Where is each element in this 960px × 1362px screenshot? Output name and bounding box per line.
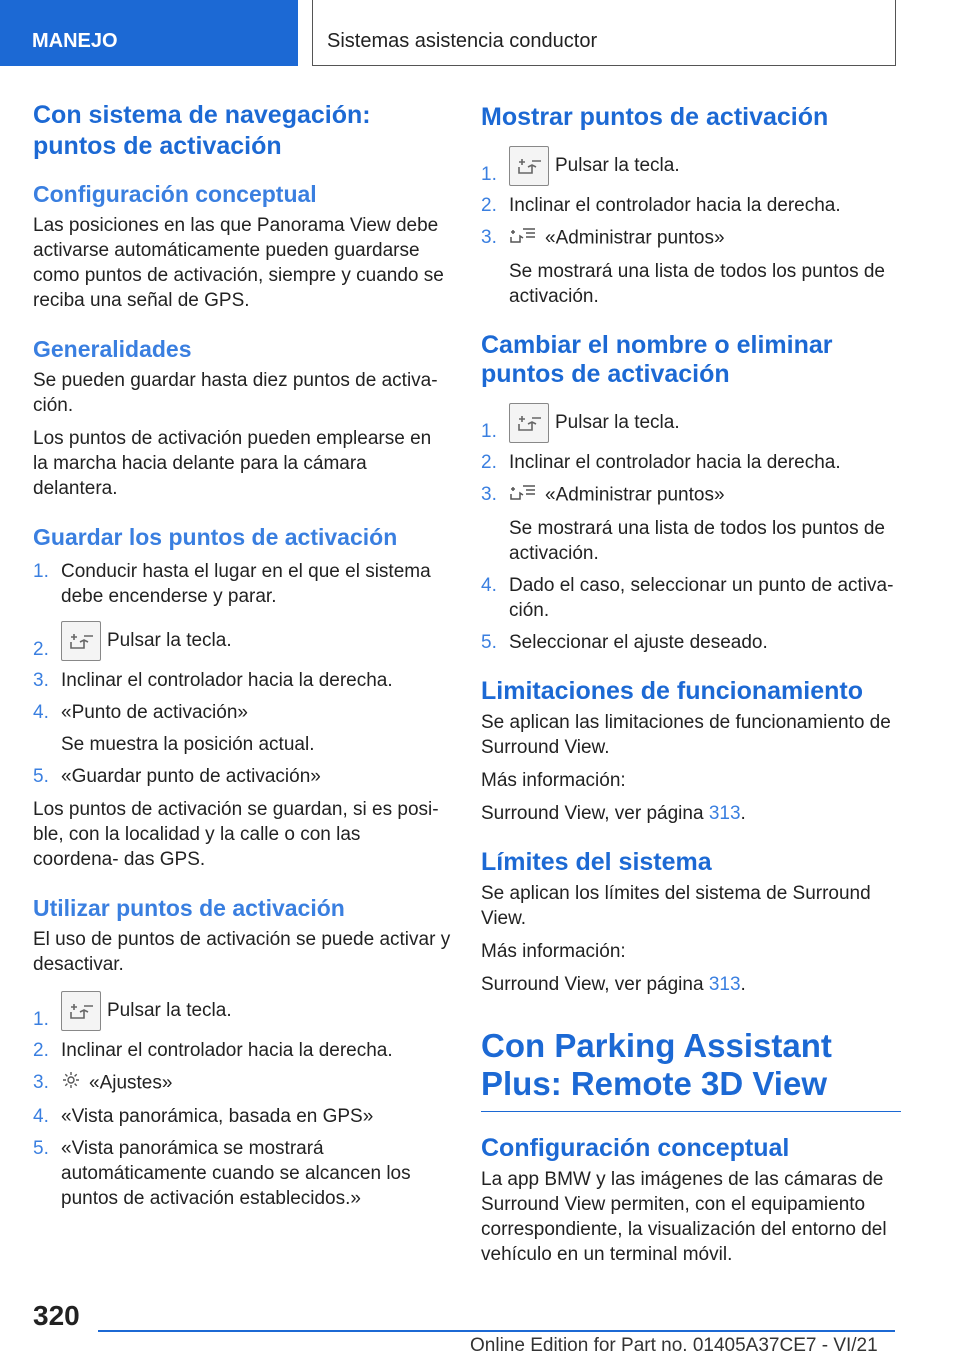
- parking-concept-text: La app BMW y las imágenes de las cámaras de Surround View permiten, con el equipamiento correspondiente, la visualización del entorno del vehículo en un terminal móvil.: [481, 1169, 887, 1265]
- page-reference: Surround View, ver página 313.: [481, 974, 746, 995]
- list-item: 5. «Guardar punto de activación»: [33, 766, 321, 787]
- list-item: 3. «Administrar puntos» Se mostrará una lista de todos los puntos de activación.: [481, 227, 886, 307]
- list-item: 2. Inclinar el controlador hacia la derecha.: [481, 195, 841, 216]
- page-header: [0, 0, 960, 66]
- list-item: 4. «Punto de activación» Se muestra la posición actual.: [33, 702, 315, 755]
- general-heading: Generalidades: [33, 336, 192, 362]
- list-item: 3. Inclinar el controlador hacia la derecha.: [33, 670, 393, 691]
- save-steps: [33, 559, 451, 789]
- section-tab: MANEJO: [0, 0, 298, 66]
- list-item: 3. «Administrar puntos» Se mostrará una lista de todos los puntos de activación.: [481, 484, 886, 564]
- list-item: 2. Inclinar el controlador hacia la derecha.: [33, 1040, 393, 1061]
- list-item: 5. «Vista panorámica se mostrará automáticamente cuando se alcancen los puntos de activación establecidos.»: [33, 1138, 411, 1209]
- more-info-label: Más información:: [481, 770, 626, 791]
- parking-assistant-title: Con Parking Assistant Plus: Remote 3D View: [481, 1027, 901, 1112]
- use-steps: [33, 991, 451, 1211]
- list-item: 4. «Vista panorámica, basada en GPS»: [33, 1106, 374, 1127]
- list-item: 1. Pulsar la tecla.: [481, 146, 901, 186]
- list-item: 1. Pulsar la tecla.: [33, 991, 451, 1031]
- list-item: 4. Dado el caso, seleccionar un punto de activa‐ ción.: [481, 575, 894, 621]
- camera-key-icon: [61, 621, 101, 661]
- manage-points-icon: [509, 482, 537, 509]
- camera-key-icon: [61, 991, 101, 1031]
- manage-points-icon: [509, 225, 537, 252]
- camera-key-icon: [509, 146, 549, 186]
- camera-key-icon: [509, 403, 549, 443]
- show-steps: [481, 146, 901, 309]
- system-limits-heading: Límites del sistema: [481, 848, 712, 876]
- page-link[interactable]: 313: [708, 974, 741, 995]
- page-reference: Surround View, ver página 313.: [481, 803, 746, 824]
- right-column: [481, 100, 901, 1267]
- show-heading: Mostrar puntos de activación: [481, 103, 829, 131]
- concept-text: Las posiciones en las que Panorama View debe activarse automáticamente pueden guardarse como puntos de activación, siempre y cuando se reciba una señal de GPS.: [33, 215, 444, 311]
- page-number: 320: [33, 1300, 80, 1331]
- parking-concept-heading: Configuración conceptual: [481, 1134, 790, 1162]
- more-info-label: Más información:: [481, 941, 626, 962]
- limits-text: Se aplican las limitaciones de funcionamiento de Surround View.: [481, 712, 891, 758]
- use-heading: Utilizar puntos de activación: [33, 895, 345, 921]
- rename-steps: [481, 403, 901, 655]
- footer-divider: [98, 1330, 895, 1332]
- use-text: El uso de puntos de activación se puede activar y desactivar.: [33, 929, 451, 975]
- save-heading: Guardar los puntos de activación: [33, 524, 398, 550]
- rename-heading: Cambiar el nombre o eliminar puntos de activación: [481, 331, 833, 388]
- left-column: [33, 100, 451, 1211]
- list-item: 1. Conducir hasta el lugar en el que el sistema debe encenderse y parar.: [33, 561, 431, 607]
- list-item: 3. «Ajustes»: [33, 1070, 451, 1097]
- general-text-1: Se pueden guardar hasta diez puntos de activa‐ ción.: [33, 370, 438, 416]
- chapter-title: Sistemas asistencia conductor: [312, 0, 896, 66]
- system-limits-text: Se aplican los límites del sistema de Surround View.: [481, 883, 871, 929]
- limits-heading: Limitaciones de funcionamiento: [481, 677, 863, 705]
- general-text-2: Los puntos de activación pueden emplearse en la marcha hacia delante para la cámara delantera.: [33, 428, 432, 499]
- edition-text: Online Edition for Part no. 01405A37CE7 - VI/21: [470, 1335, 878, 1356]
- list-item: 2. Inclinar el controlador hacia la derecha.: [481, 452, 841, 473]
- list-item: 1. Pulsar la tecla.: [481, 403, 901, 443]
- page-link[interactable]: 313: [708, 803, 741, 824]
- save-text: Los puntos de activación se guardan, si es posi‐ ble, con la localidad y la calle o con las coordena‐ das GPS.: [33, 799, 439, 870]
- concept-heading: Configuración conceptual: [33, 181, 317, 207]
- list-item: 5. Seleccionar el ajuste deseado.: [481, 632, 768, 653]
- list-item: 2. Pulsar la tecla.: [33, 621, 451, 661]
- nav-activation-title: Con sistema de navegación: puntos de activación: [33, 101, 371, 160]
- gear-icon: [61, 1070, 81, 1097]
